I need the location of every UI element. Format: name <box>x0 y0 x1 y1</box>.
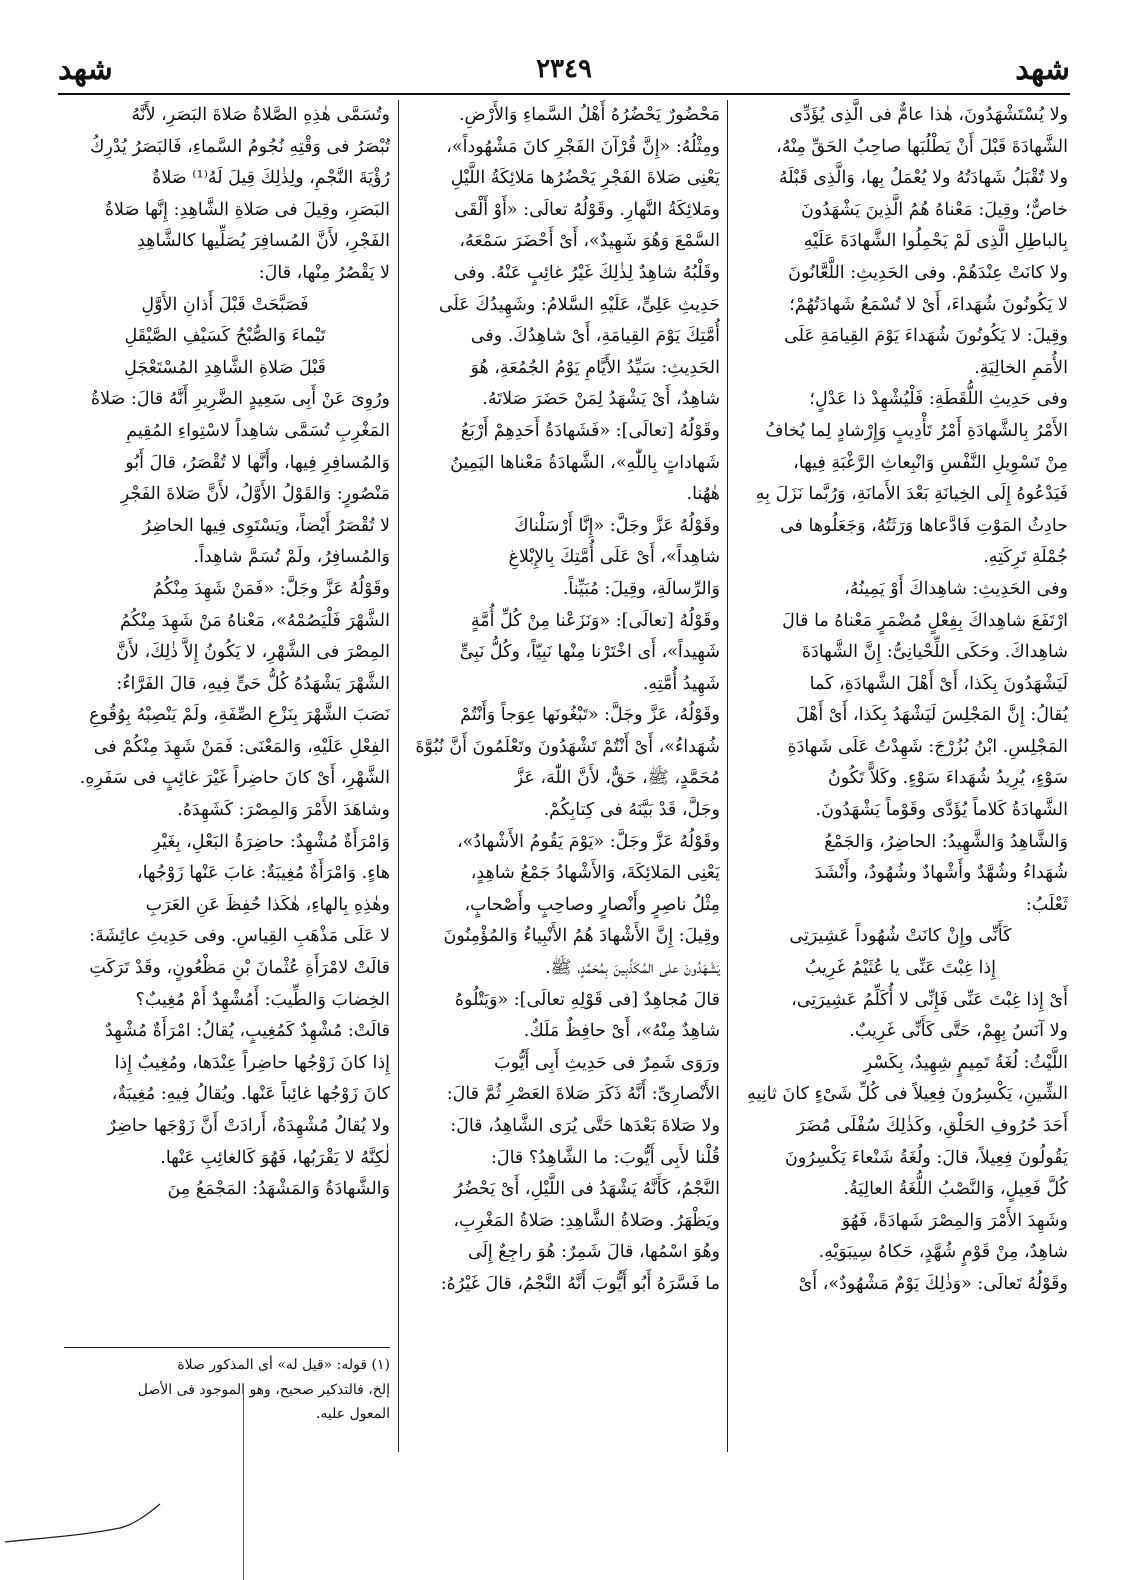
text-line: فَصَبَّحَتْ قَبْلَ أَذانِ الأَوَّلِ <box>141 294 309 315</box>
text-line: وفى حَدِيثِ اللُّقَطَةِ: فَلْيُشْهِدْ ذا عَدْلٍ؛ <box>809 389 1068 410</box>
text-line: وجَلَّ، قَدْ بَيَّنَهُ فى كِتابِكُمْ. <box>543 800 720 821</box>
text-line: الخِضابَ وَالطِّيبَ: أَمُشْهِدٌ أَمْ مُغِيبٌ؟ <box>135 989 390 1010</box>
text-line: وَالشَّاهِدُ وَالشَّهِيدُ: الحاضِرُ، وَالجَمْعُ <box>824 831 1068 852</box>
text-line: ولا آنَسُ بِهِمْ، حَتَّى كَأَنِّى غَرِيبٌ. <box>849 1021 1068 1042</box>
text-line: الشَّهْرِ، أَىْ كانَ حاضِراً غَيْرَ غائِبٍ فى سَفَرِهِ. <box>79 768 390 789</box>
text-line: شاهِدٌ مِنْهُ»، أَىْ حافِظٌ مَلَكٌ. <box>523 1021 720 1042</box>
text-line: وقَلْبُهُ شاهِدٌ لِذٰلِكَ غَيْرُ غائِبٍ عَنْهُ. وفى <box>453 262 720 283</box>
text-line: شاهِدٌ، أَىْ يَشْهَدُ لِمَنْ حَضَرَ صَلاتَهُ. <box>482 389 720 410</box>
text-line: إِذا كانَ زَوْجُها حاضِراً عِنْدَها، ومُغِيبٌ إِذا <box>114 1052 390 1073</box>
text-line: قالَ مُجاهِدٌ [فى قَوْلِهِ تعالَى]: «وَيَتْلُوهُ <box>454 989 720 1010</box>
text-line: ومِثْلُهُ: «إِنَّ قُرْآنَ الفَجْرِ كانَ مَشْهُوداً»، <box>446 136 720 157</box>
page-header <box>58 52 1070 92</box>
text-line: مِنْ تَسْوِيلِ النَّفْسِ وَانْبِعاثِ الرَّغْبَةِ فِيها، <box>793 452 1068 473</box>
text-line: مُحَمَّدٍ، ﷺ، حَقٌّ، لأَنَّ اللّٰهَ، عَزَّ <box>514 768 720 789</box>
text-line: وقَوْلُهُ عَزَّ وجَلَّ: «إِنَّا أَرْسَلْناكَ <box>514 515 720 536</box>
text-line: الشَّهْرَ يَشْهَدُهُ كُلُّ حَىٍّ فِيهِ، قالَ الفَرَّاءُ: <box>116 673 390 694</box>
text-line: ثَعْلَبُ: <box>1025 894 1068 915</box>
text-line: شَهِيداً»، أَى اخْتَرْنا مِنْها نَبِيّاً، وكُلُّ نَبِىٍّ <box>459 642 720 663</box>
text-line: وَالرِّسالَةِ، وقِيلَ: مُبَيِّناً. <box>562 578 720 599</box>
text-line: وفى الحَدِيثِ: شاهِداكَ أَوْ يَمِينُهُ، <box>844 578 1068 599</box>
column-right <box>733 100 1068 1301</box>
text-line: يَعْنِى المَلائِكَةَ، وَالأَشْهادُ جَمْعُ شاهِدٍ، <box>470 863 720 884</box>
text-line: وَالمُسافِرِ فِيها، وأَنَّها لا تُقْصَرُ، قالَ أَبُو <box>125 452 390 473</box>
text-line: أُمَّتِكَ يَوْمَ القِيامَةِ، أَىْ شاهِدُكَ. وفى <box>470 326 720 347</box>
text-line: البَصَرِ، وقِيلَ فى صَلاةِ الشَّاهِدِ: إِنَّها صَلاةُ <box>104 199 390 220</box>
text-line: إِذا غِبْتَ عَنِّى يا عُثَيْمُ غَرِيبُ <box>805 958 996 979</box>
text-line: كانَ زَوْجُها غائِباً عَنْها. ويُقالُ فِيهِ: مُغِيبَةٌ، <box>111 1084 390 1105</box>
text-line: المَغْرِبِ تُسَمَّى شاهِداً لاسْتِواءِ المُقِيمِ <box>126 420 390 441</box>
text-line: الفَجْرِ، لأَنَّ المُسافِرَ يُصَلِّيها كالشَّاهِدِ <box>137 231 390 252</box>
text-line: لا تُقْصَرُ أَيْضاً، ويَسْتَوِى فِيها الحاضِرُ <box>142 515 390 536</box>
text-line: النَّجْمُ، كَأَنَّهُ يَشْهَدُ فى اللَّيْلِ، أَىْ يَحْضُرُ <box>454 1179 720 1200</box>
text-line: رُؤْيَةَ النَّجْمِ، ولِذٰلِكَ قِيلَ لَهُ⁽¹⁾ صَلاةُ <box>152 168 390 189</box>
text-line: ما فَسَّرَهُ أَبُو أَيُّوبَ أَنَّهُ النَّجْمُ، قالَ غَيْرُهُ: <box>440 1273 720 1294</box>
column-left <box>60 100 390 1206</box>
text-line: وشاهَدَ الأَمْرَ وَالمِصْرَ: كَشَهِدَهُ. <box>177 800 390 821</box>
text-line: كَأَنِّى وإِنْ كانَتْ شُهُوداً عَشِيرَتِى <box>789 926 1012 947</box>
text-line: وَالشَّهادَةُ وَالمَشْهَدُ: المَجْمَعُ مِنَ <box>167 1179 390 1200</box>
text-line: قالَتْ: مُشْهِدٌ كَمُغِيبٍ، يُقالُ: امْرَأَةٌ مُشْهِدٌ <box>105 1021 390 1042</box>
footnote-line: (١) قوله: «قيل له» أى المذكور صلاة <box>177 1357 390 1373</box>
text-line: جُمْلَةِ تَرِكَتِهِ. <box>983 547 1068 568</box>
text-line: وقَوْلُهُ عَزَّ وجَلَّ: «يَوْمَ يَقُومُ الأَشْهادُ»، <box>456 831 720 852</box>
header-rule <box>58 93 1070 95</box>
column-divider <box>398 100 399 1452</box>
text-line: لا يَقْصُرُ مِنْها، قالَ: <box>258 262 390 283</box>
text-line: حادِثُ المَوْتِ فَادَّعاها وَرَثَتُهُ، وَجَعَلُوها فى <box>779 515 1068 536</box>
text-line: وقِيلَ: لا يَكُونُونَ شُهَداءَ يَوْمَ القِيامَةِ عَلَى <box>784 326 1068 347</box>
text-line: وقَوْلُهُ [تعالَى]: «فَشَهادَةُ أَحَدِهِمْ أَرْبَعُ <box>460 420 720 441</box>
text-line: ولا كانَتْ عِنْدَهُمْ. وفى الحَدِيثِ: اللَّعَّانُونَ <box>788 262 1068 283</box>
text-line: الأُمَمِ الخالِيَةِ. <box>974 357 1068 378</box>
text-line: فَيَدْعُوهُ إِلَى الخِيانَةِ بَعْدَ الأَمانَةِ، وَرُبَّما نَزَلَ بِهِ <box>755 484 1068 505</box>
text-line: حَدِيثِ عَلِىٍّ، عَلَيْهِ السَّلامُ: وشَهِيدُكَ عَلَى <box>438 294 720 315</box>
text-line: وقَوْلُهُ عَزَّ وجَلَّ: «فَمَنْ شَهِدَ مِنْكُمُ <box>152 578 390 599</box>
text-line: شَهاداتٍ بِاللّٰهِ»، الشَّهادَةُ مَعْناها اليَمِينُ <box>450 452 720 473</box>
footnote-line: المعول عليه. <box>315 1406 390 1422</box>
text-line: أَىْ إِذا غِبْتَ عَنِّى فَإِنِّى لا أُكَلِّمُ عَشِيرَتِى، <box>791 989 1068 1010</box>
text-line: ورُوِىَ عَنْ أَبِى سَعِيدٍ الضَّرِيرِ أَنَّهُ قالَ: صَلاةُ <box>90 389 390 410</box>
text-line: وقَوْلُهُ، عَزَّ وجَلَّ: «تَبْغُونَها عِوَجاً وَأَنْتُمْ <box>460 705 720 726</box>
text-line: هٰهُنا. <box>686 484 720 505</box>
text-line: تَيْماءَ وَالصُّبْحُ كَسَيْفِ الصَّيْقَلِ <box>124 326 326 347</box>
text-line: قَبْلَ صَلاةِ الشَّاهِدِ المُسْتَعْجَلِ <box>124 357 326 378</box>
text-line: شَهِيدُ أُمَّتِهِ. <box>642 673 720 694</box>
text-line: مِثْلُ ناصِرٍ وأَنْصارٍ وصاحِبٍ وأَصْحابٍ، <box>464 894 720 915</box>
text-line: خاصٌّ؛ وقِيلَ: مَعْناهُ هُمُ الَّذِينَ يَشْهَدُونَ <box>800 199 1068 220</box>
text-line: ورَوَى شَمِرٌ فى حَدِيثِ أَبِى أَيُّوبَ <box>494 1052 720 1073</box>
text-line: ولا يُقالُ مُشْهِدَةٌ، أَرادَتْ أَنَّ زَوْجَها حاضِرٌ <box>107 1116 390 1136</box>
text-line: وقَوْلُهُ [تعالَى]: «وَنَزَعْنا مِنْ كُلِّ أُمَّةٍ <box>470 610 720 631</box>
text-line: لَيَشْهَدُونَ بِكَذا، أَىْ أَهْلَ الشَّهادَةِ، كَما <box>809 673 1068 694</box>
text-line: وقَوْلُهُ تَعالَى: «وَذٰلِكَ يَوْمٌ مَشْهُودٌ»، أَىْ <box>798 1273 1068 1294</box>
text-line: اللَّيْثُ: لُغَةُ تَمِيمٍ شِهِيدٌ، بِكَسْرِ <box>863 1052 1068 1073</box>
column-divider <box>727 100 728 1452</box>
text-line: الأَمْرُ بِالشَّهادَةِ أَمْرُ تَأْدِيبٍ وَإِرْشادٍ لِما يُخافُ <box>765 420 1068 441</box>
text-line: يَعْنِى صَلاةَ الفَجْرِ يَحْضُرُها مَلائِكَةُ اللَّيْلِ <box>450 168 720 189</box>
text-line: السَّمْعَ وَهُوَ شَهِيدٌ»، أَىْ أَحْضَرَ سَمْعَهُ، <box>459 231 720 252</box>
header-keyword-left: شهد <box>58 52 113 87</box>
text-line: ويَظْهَرُ. وصَلاةُ الشَّاهِدِ: صَلاةُ المَغْرِبِ، <box>453 1210 720 1231</box>
text-line: الشِّينِ، يَكْسِرُونَ فِعِيلاً فى كُلِّ شَىْءٍ كانَ ثانِيهِ <box>747 1084 1068 1105</box>
text-line: المِصْرَ فى الشَّهْرِ، لا يَكُونُ إِلاَّ ذٰلِكَ، لأَنَّ <box>116 642 390 663</box>
text-line: وهُوَ اسْمُها، قالَ شَمِرٌ: هُوَ راجِعٌ إِلَى <box>467 1242 720 1263</box>
pen-scribble-mark <box>0 1500 170 1560</box>
text-line: سَوْءٍ، يُرِيدُ شُهَداءَ سَوْءٍ. وكَلاًّ تَكُونُ <box>827 768 1068 789</box>
text-line: الأَنْصارِىِّ: أَنَّهُ ذَكَرَ صَلاةَ العَصْرِ ثُمَّ قالَ: <box>446 1084 720 1105</box>
text-line: وهٰذِهِ بِالهاءِ، هٰكَذا حُفِظَ عَنِ العَرَبِ <box>145 894 390 915</box>
text-line: الحَدِيثِ: سَيِّدُ الأَيَّامِ يَوْمُ الجُمُعَةِ، هُوَ <box>470 357 720 378</box>
column-middle <box>405 100 720 1301</box>
text-line: وَالمُسافِرُ، ولَمْ تُسَمَّ شاهِداً. <box>193 547 390 568</box>
text-line: مَنْصُورٍ: وَالقَوْلُ الأَوَّلُ، لأَنَّ صَلاةَ الفَجْرِ <box>120 484 390 505</box>
text-line: ولا تُقْبَلُ شَهادَتُهُ ولا يُعْمَلُ بِها، وَالَّذِى قَبْلَهُ <box>778 168 1068 189</box>
footnote-line: إلخ، فالتذكير صحيح، وهو الموجود فى الأصل <box>137 1381 390 1398</box>
text-line: وقِيلَ: إِنَّ الأَشْهادَ هُمُ الأَنْبِياءُ وَالمُؤْمِنُونَ <box>443 926 720 947</box>
text-line: شاهِدٌ، مِنْ قَوْمٍ شُهَّدٍ، حَكاهُ سِيبَوَيْهِ. <box>818 1242 1068 1263</box>
text-line: مَحْضُورٌ يَحْضُرُهُ أَهْلُ السَّماءِ وَالأَرْضِ. <box>458 105 720 125</box>
text-line: بِالباطِلِ الَّذِى لَمْ يَحْمِلُوا الشَّهادَةَ عَلَيْهِ <box>803 231 1068 252</box>
text-line: لا عَلَى مَذْهَبِ القِياسِ. وفى حَدِيثِ عائِشَةَ: <box>89 926 390 947</box>
text-line: أَحَدَ حُرُوفِ الحَلْقِ، وكَذٰلِكَ سُفْلَى مُضَرَ <box>796 1116 1068 1136</box>
page-number: ٢٣٤٩ <box>536 54 592 84</box>
text-line: تُبْصَرُ فى وَقْتِهِ نُجُومُ السَّماءِ، فَالبَصَرُ يُدْرِكُ <box>89 136 390 157</box>
text-line: وتُسَمَّى هٰذِهِ الصَّلاةُ صَلاةَ البَصَرِ، لأَنَّهُ <box>131 105 390 125</box>
text-line: يَشْهَدُونَ على المُكَذِّبِينَ بِمُحَمَّدٍ، ﷺ. <box>544 958 720 979</box>
text-line: كُلَّ فَعِيلٍ، وَالنَّصْبُ اللُّغَةُ العالِيَةُ. <box>843 1179 1068 1200</box>
header-keyword-right: شهد <box>1015 52 1070 87</box>
text-line: شُهَداءُ»، أَىْ أَنْتُمْ تَشْهَدُونَ وتَعْلَمُونَ أَنَّ نُبُوَّةَ <box>415 736 720 757</box>
scan-artifact-line <box>243 1388 244 1580</box>
footnote <box>60 1353 390 1427</box>
text-line: قُلْنا لأَبِى أَيُّوبَ: ما الشَّاهِدُ؟ قالَ: <box>490 1147 720 1168</box>
text-line: ارْتَفَعَ شاهِداكَ بِفِعْلٍ مُضْمَرٍ مَعْناهُ ما قالَ <box>782 610 1068 631</box>
text-line: يُقالُ: إِنَّ المَجْلِسَ لَيَشْهَدُ بِكَذا، أَىْ أَهْلَ <box>795 705 1068 726</box>
text-line: شُهَداءُ وشُهَّدٌ وأَشْهادٌ وشُهُودٌ، وأَنْشَدَ <box>814 863 1068 884</box>
text-line: ولا صَلاةَ بَعْدَها حَتَّى يُرَى الشَّاهِدُ، قالَ: <box>450 1116 720 1136</box>
text-line: قالَتْ لامْرَأَةِ عُثْمانَ بْنِ مَظْعُونٍ، وقَدْ تَرَكَتِ <box>89 958 390 979</box>
text-line: لا يَكُونُونَ شُهَداءَ، أَىْ لا تُسْمَعُ شَهادَتُهُمْ؛ <box>789 294 1068 315</box>
text-line: الشَّهْرَ فَلْيَصُمْهُ»، مَعْناهُ مَنْ شَهِدَ مِنْكُمُ <box>120 610 390 631</box>
text-line: نَصَبَ الشَّهْرَ بِنَزْعِ الصِّفَةِ، ولَمْ يَنْصِبْهُ بِوُقُوعِ <box>89 705 390 726</box>
text-line: هاءٍ. وَامْرَأَةٌ مُغِيبَةٌ: غابَ عَنْها زَوْجُها، <box>136 863 390 884</box>
footnote-rule <box>64 1347 390 1348</box>
text-line: الشَّهادَةُ كَلاماً يُؤَدَّى وقَوْماً يَشْهَدُونَ. <box>815 800 1068 821</box>
text-line: وشَهِدَ الأَمْرَ وَالمِصْرَ شَهادَةً، فَهُوَ <box>841 1210 1068 1231</box>
text-line: الفِعْلِ عَلَيْهِ، وَالمَعْنَى: فَمَنْ شَهِدَ مِنْكُمْ فى <box>93 736 390 757</box>
text-line: يَقُولُونَ فِعِيلاً، قالَ: ولُغَةُ شَنْعاءَ يَكْسِرُونَ <box>785 1147 1068 1168</box>
text-line: شاهِداً»، أَىْ عَلَى أُمَّتِكَ بِالإِبْلاغِ <box>508 547 720 568</box>
text-line: وَامْرَأَةٌ مُشْهِدٌ: حاضِرَةُ البَعْلِ، بِغَيْرِ <box>152 831 390 852</box>
text-line: الشَّهادَةَ قَبْلَ أَنْ يَطْلُبَها صاحِبُ الحَقِّ مِنْهُ، <box>776 136 1068 157</box>
text-line: ومَلائِكَةُ النَّهارِ. وقَوْلُهُ تعالَى: «أَوْ أَلْقَى <box>454 199 720 220</box>
text-line: لٰكِنَّهُ لا يَقْرَبُها، فَهُوَ كَالغائِبِ عَنْها. <box>160 1147 390 1168</box>
text-line: المَجْلِسِ. ابْنُ بُزُرْجَ: شَهِدْتُ عَلَى شَهادَةِ <box>787 736 1068 757</box>
text-line: ولا يُسْتَشْهَدُونَ، هٰذا عامٌّ فى الَّذِى يُؤَدِّى <box>789 105 1068 125</box>
text-line: شاهِداكَ. وحَكَى اللِّحْيانِىُّ: إِنَّ الشَّهادَةَ <box>801 642 1068 663</box>
